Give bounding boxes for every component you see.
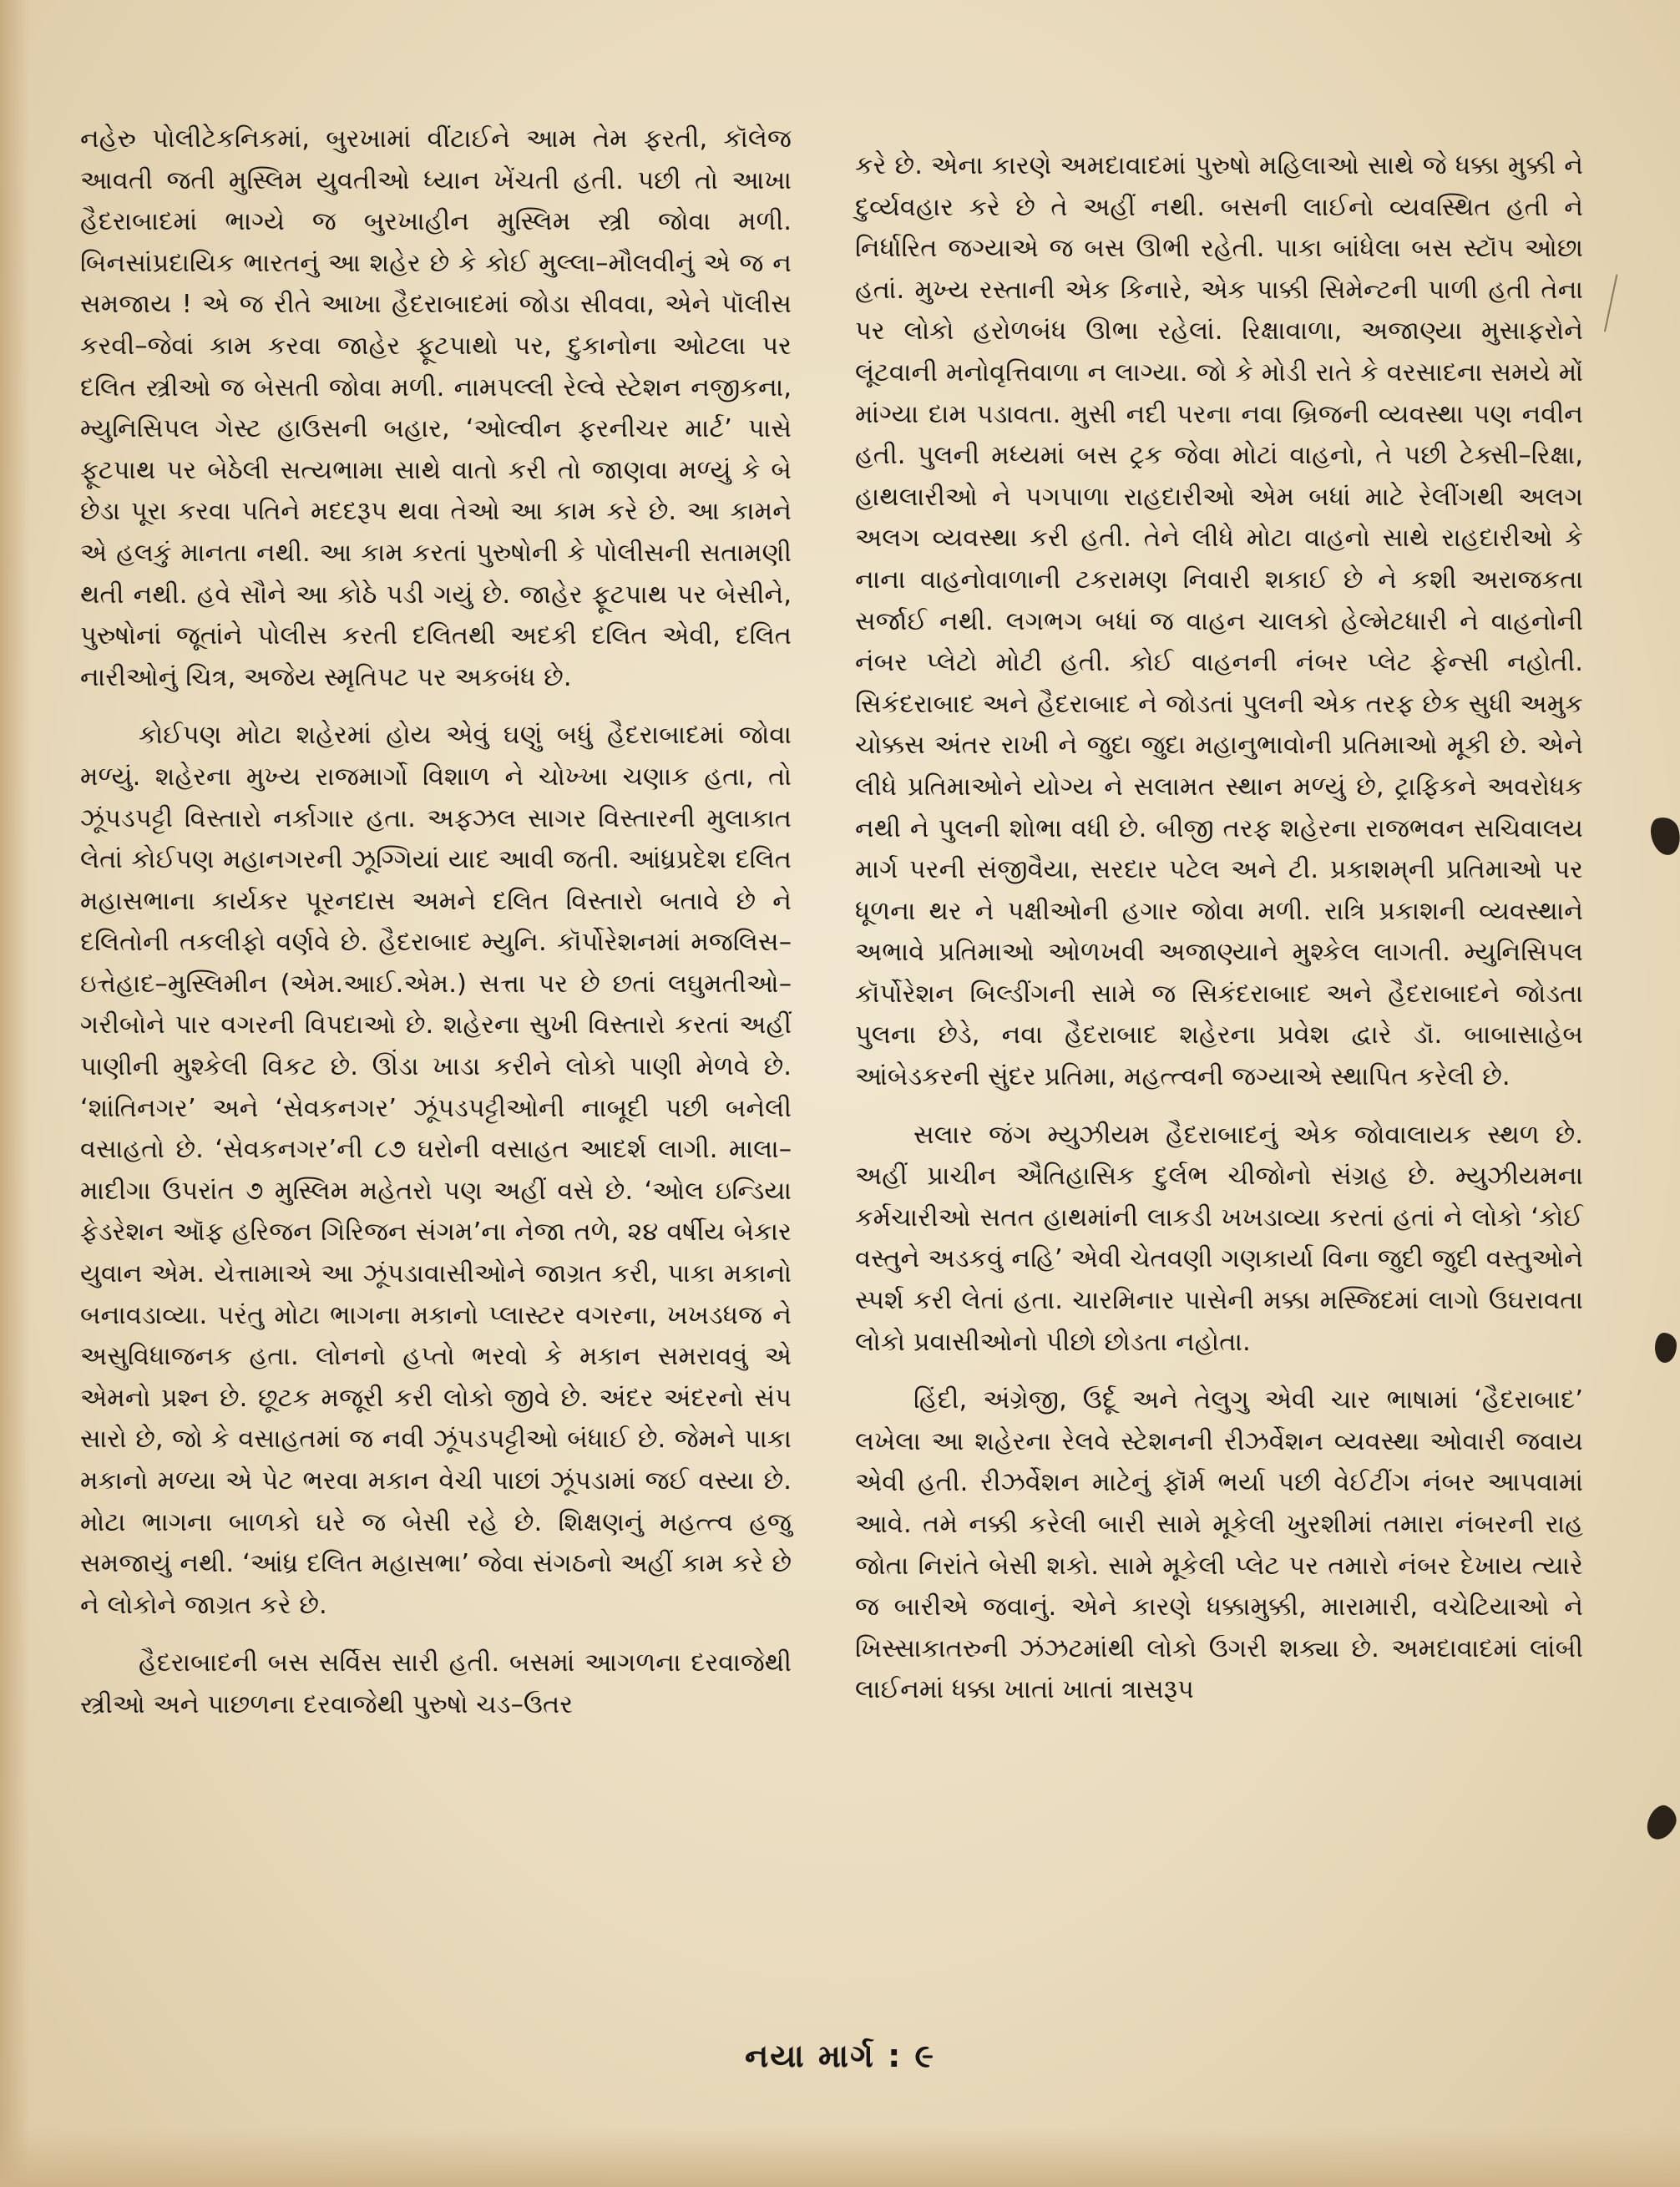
- paper-damage-hole: [1647, 813, 1680, 858]
- right-paragraph-3: હિંદી, અંગ્રેજી, ઉર્દૂ અને તેલુગુ એવી ચાર ભાષામાં ‘હૈદરાબાદ’ લખેલા આ શહેરના રેલવે સ્ટેશનની રીઝર્વેશન વ્યવસ્થા ઓવારી જવાય એવી હતી. રીઝર્વેશન માટેનું ફૉર્મ ભર્યા પછી વેઈટીંગ નંબર આપવામાં આવે. તમે નક્કી કરેલી બારી સામે મૂકેલી ખુરશીમાં તમારા નંબરની રાહ જોતા નિરાંતે બેસી શકો. સામે મૂકેલી પ્લેટ પર તમારો નંબર દેખાય ત્યારે જ બારીએ જવાનું. એને કારણે ધક્કામુક્કી, મારામારી, વચેટિયાઓ ને ખિસ્સાકાતરુની ઝંઝટમાંથી લોકો ઉગરી શક્યા છે. અમદાવાદમાં લાંબી લાઈનમાં ધક્કા ખાતાં ખાતાં ત્રાસરૂપ: [855, 1385, 1583, 1705]
- page-bottom-shading: [0, 2129, 1680, 2187]
- paper-damage-hole: [1655, 1333, 1677, 1363]
- left-paragraph-2: કોઈપણ મોટા શહેરમાં હોય એવું ઘણું બધું હૈદરાબાદમાં જોવા મળ્યું. શહેરના મુખ્ય રાજમાર્ગો વિશાળ ને ચોખ્ખા ચણાક હતા, તો ઝૂંપડપટ્ટી વિસ્તારો નર્કાગાર હતા. અફઝલ સાગર વિસ્તારની મુલાકાત લેતાં કોઈપણ મહાનગરની ઝૂગ્ગિયાં યાદ આવી જતી. આંધ્રપ્રદેશ દલિત મહાસભાના કાર્યકર પૂરનદાસ અમને દલિત વિસ્તારો બતાવે છે ને દલિતોની તકલીફો વર્ણવે છે. હૈદરાબાદ મ્યુનિ. કૉર્પોરેશનમાં મજલિસ–ઇત્તેહાદ–મુસ્લિમીન (એમ.આઈ.એમ.) સત્તા પર છે છતાં લઘુમતીઓ–ગરીબોને પાર વગરની વિપદાઓ છે. શહેરના સુખી વિસ્તારો કરતાં અહીં પાણીની મુશ્કેલી વિકટ છે. ઊંડા ખાડા કરીને લોકો પાણી મેળવે છે. ‘શાંતિનગર’ અને ‘સેવકનગર’ ઝૂંપડપટ્ટીઓની નાબૂદી પછી બનેલી વસાહતો છે. ‘સેવકનગર’ની ૮૭ ઘરોની વસાહત આદર્શ લાગી. માલા–માદીગા ઉપરાંત ૭ મુસ્લિમ મહેતરો પણ અહીં વસે છે. ‘ઓલ ઇન્ડિયા ફેડરેશન ઑફ હરિજન ગિરિજન સંગમ’ના નેજા તળે, ૨૪ વર્ષીય બેકાર યુવાન એમ. યેત્તામાએ આ ઝૂંપડાવાસીઓને જાગ્રત કરી, પાકા મકાનો બનાવડાવ્યા. પરંતુ મોટા ભાગના મકાનો પ્લાસ્ટર વગરના, ખખડધજ ને અસુવિધાજનક હતા. લોનનો હપ્તો ભરવો કે મકાન સમરાવવું એ એમનો પ્રશ્ન છે. છૂટક મજૂરી કરી લોકો જીવે છે. અંદર અંદરનો સંપ સારો છે, જો કે વસાહતમાં જ નવી ઝૂંપડપટ્ટીઓ બંધાઈ છે. જેમને પાકા મકાનો મળ્યા એ પેટ ભરવા મકાન વેચી પાછાં ઝૂંપડામાં જઈ વસ્યા છે. મોટા ભાગના બાળકો ઘરે જ બેસી રહે છે. શિક્ષણનું મહત્ત્વ હજુ સમજાયું નથી. ‘આંધ્ર દલિત મહાસભા’ જેવા સંગઠનો અહીં કામ કરે છે ને લોકોને જાગ્રત કરે છે.: [80, 721, 792, 1620]
- page-footer: નયા માર્ગ : ૯: [744, 2038, 935, 2074]
- paper-tear-mark: [1604, 274, 1634, 335]
- right-paragraph-2: સલાર જંગ મ્યુઝીયમ હૈદરાબાદનું એક જોવાલાયક સ્થળ છે. અહીં પ્રાચીન ઐતિહાસિક દુર્લભ ચીજોનો સંગ્રહ છે. મ્યુઝીયમના કર્મચારીઓ સતત હાથમાંની લાકડી ખખડાવ્યા કરતાં હતાં ને લોકો ‘કોઈ વસ્તુને અડકવું નહિ’ એવી ચેતવણી ગણકાર્યા વિના જુદી જુદી વસ્તુઓને સ્પર્શ કરી લેતાં હતા. ચારમિનાર પાસેની મક્કા મસ્જિદમાં લાગો ઉઘરાવતા લોકો પ્રવાસીઓનો પીછો છોડતા નહોતા.: [855, 1120, 1583, 1357]
- right-text-column: [855, 145, 1583, 1711]
- paper-damage-hole: [1642, 1801, 1680, 1844]
- left-text-column: [80, 119, 792, 1726]
- page-edge-shading: [0, 0, 30, 2187]
- right-paragraph-1: કરે છે. એના કારણે અમદાવાદમાં પુરુષો મહિલાઓ સાથે જે ધક્કા મુક્કી ને દુર્વ્યવહાર કરે છે તે અહીં નથી. બસની લાઈનો વ્યવસ્થિત હતી ને નિર્ધારિત જગ્યાએ જ બસ ઊભી રહેતી. પાકા બાંધેલા બસ સ્ટૉપ ઓછા હતાં. મુખ્ય રસ્તાની એક કિનારે, એક પાક્કી સિમેન્ટની પાળી હતી તેના પર લોકો હરોળબંધ ઊભા રહેલાં. રિક્ષાવાળા, અજાણ્યા મુસાફરોને લૂંટવાની મનોવૃત્તિવાળા ન લાગ્યા. જો કે મોડી રાતે કે વરસાદના સમયે મોં માંગ્યા દામ પડાવતા. મુસી નદી પરના નવા બ્રિજની વ્યવસ્થા પણ નવીન હતી. પુલની મધ્યમાં બસ ટ્રક જેવા મોટાં વાહનો, તે પછી ટેક્સી–રિક્ષા, હાથલારીઓ ને પગપાળા રાહદારીઓ એમ બધાં માટે રેલીંગથી અલગ અલગ વ્યવસ્થા કરી હતી. તેને લીધે મોટા વાહનો સાથે રાહદારીઓ કે નાના વાહનોવાળાની ટકરામણ નિવારી શકાઈ છે ને કશી અરાજકતા સર્જાઈ નથી. લગભગ બધાં જ વાહન ચાલકો હેલ્મેટધારી ને વાહનોની નંબર પ્લેટો મોટી હતી. કોઈ વાહનની નંબર પ્લેટ ફેન્સી નહોતી. સિકંદરાબાદ અને હૈદરાબાદ ને જોડતાં પુલની એક તરફ છેક સુધી અમુક ચોક્કસ અંતર રાખી ને જુદા જુદા મહાનુભાવોની પ્રતિમાઓ મૂકી છે. એને લીધે પ્રતિમાઓને યોગ્ય ને સલામત સ્થાન મળ્યું છે, ટ્રાફિકને અવરોધક નથી ને પુલની શોભા વધી છે. બીજી તરફ શહેરના રાજભવન સચિવાલય માર્ગ પરની સંજીવૈયા, સરદાર પટેલ અને ટી. પ્રકાશમ્‌ની પ્રતિમાઓ પર ધૂળના થર ને પક્ષીઓની હગાર જોવા મળી. રાત્રિ પ્રકાશની વ્યવસ્થાને અભાવે પ્રતિમાઓ ઓળખવી અજાણ્યાને મુશ્કેલ લાગતી. મ્યુનિસિપલ કૉર્પોરેશન બિલ્ડીંગની સામે જ સિકંદરાબાદ અને હૈદરાબાદને જોડતા પુલના છેડે, નવા હૈદરાબાદ શહેરના પ્રવેશ દ્વારે ડૉ. બાબાસાહેબ આંબેડકરની સુંદર પ્રતિમા, મહત્ત્વની જગ્યાએ સ્થાપિત કરેલી છે.: [855, 151, 1584, 1092]
- left-paragraph-3: હૈદરાબાદની બસ સર્વિસ સારી હતી. બસમાં આગળના દરવાજેથી સ્ત્રીઓ અને પાછળના દરવાજેથી પુરુષો ચડ–ઉતર: [80, 1648, 792, 1719]
- left-paragraph-1: નહેરુ પોલીટેકનિકમાં, બુરખામાં વીંટાઈને આમ તેમ ફરતી, કૉલેજ આવતી જતી મુસ્લિમ યુવતીઓ ધ્યાન ખેંચતી હતી. પછી તો આખા હૈદરાબાદમાં ભાગ્યે જ બુરખાહીન મુસ્લિમ સ્ત્રી જોવા મળી. બિનસાંપ્રદાયિક ભારતનું આ શહેર છે કે કોઈ મુલ્લા–મૌલવીનું એ જ ન સમજાય ! એ જ રીતે આખા હૈદરાબાદમાં જોડા સીવવા, એને પૉલીસ કરવી–જેવાં કામ કરવા જાહેર ફૂટપાથો પર, દુકાનોના ઓટલા પર દલિત સ્ત્રીઓ જ બેસતી જોવા મળી. નામપલ્લી રેલ્વે સ્ટેશન નજીકના, મ્યુનિસિપલ ગેસ્ટ હાઉસની બહાર, ‘ઓલ્વીન ફરનીચર માર્ટ’ પાસે ફૂટપાથ પર બેઠેલી સત્યભામા સાથે વાતો કરી તો જાણવા મળ્યું કે બે છેડા પૂરા કરવા પતિને મદદરૂપ થવા તેઓ આ કામ કરે છે. આ કામને એ હલકું માનતા નથી. આ કામ કરતાં પુરુષોની કે પોલીસની સતામણી થતી નથી. હવે સૌને આ કોઠે પડી ગયું છે. જાહેર ફૂટપાથ પર બેસીને, પુરુષોનાં જૂતાંને પોલીસ કરતી દલિતથી અદકી દલિત એવી, દલિત નારીઓનું ચિત્ર, અજેય સ્મૃતિપટ પર અકબંધ છે.: [80, 124, 792, 692]
